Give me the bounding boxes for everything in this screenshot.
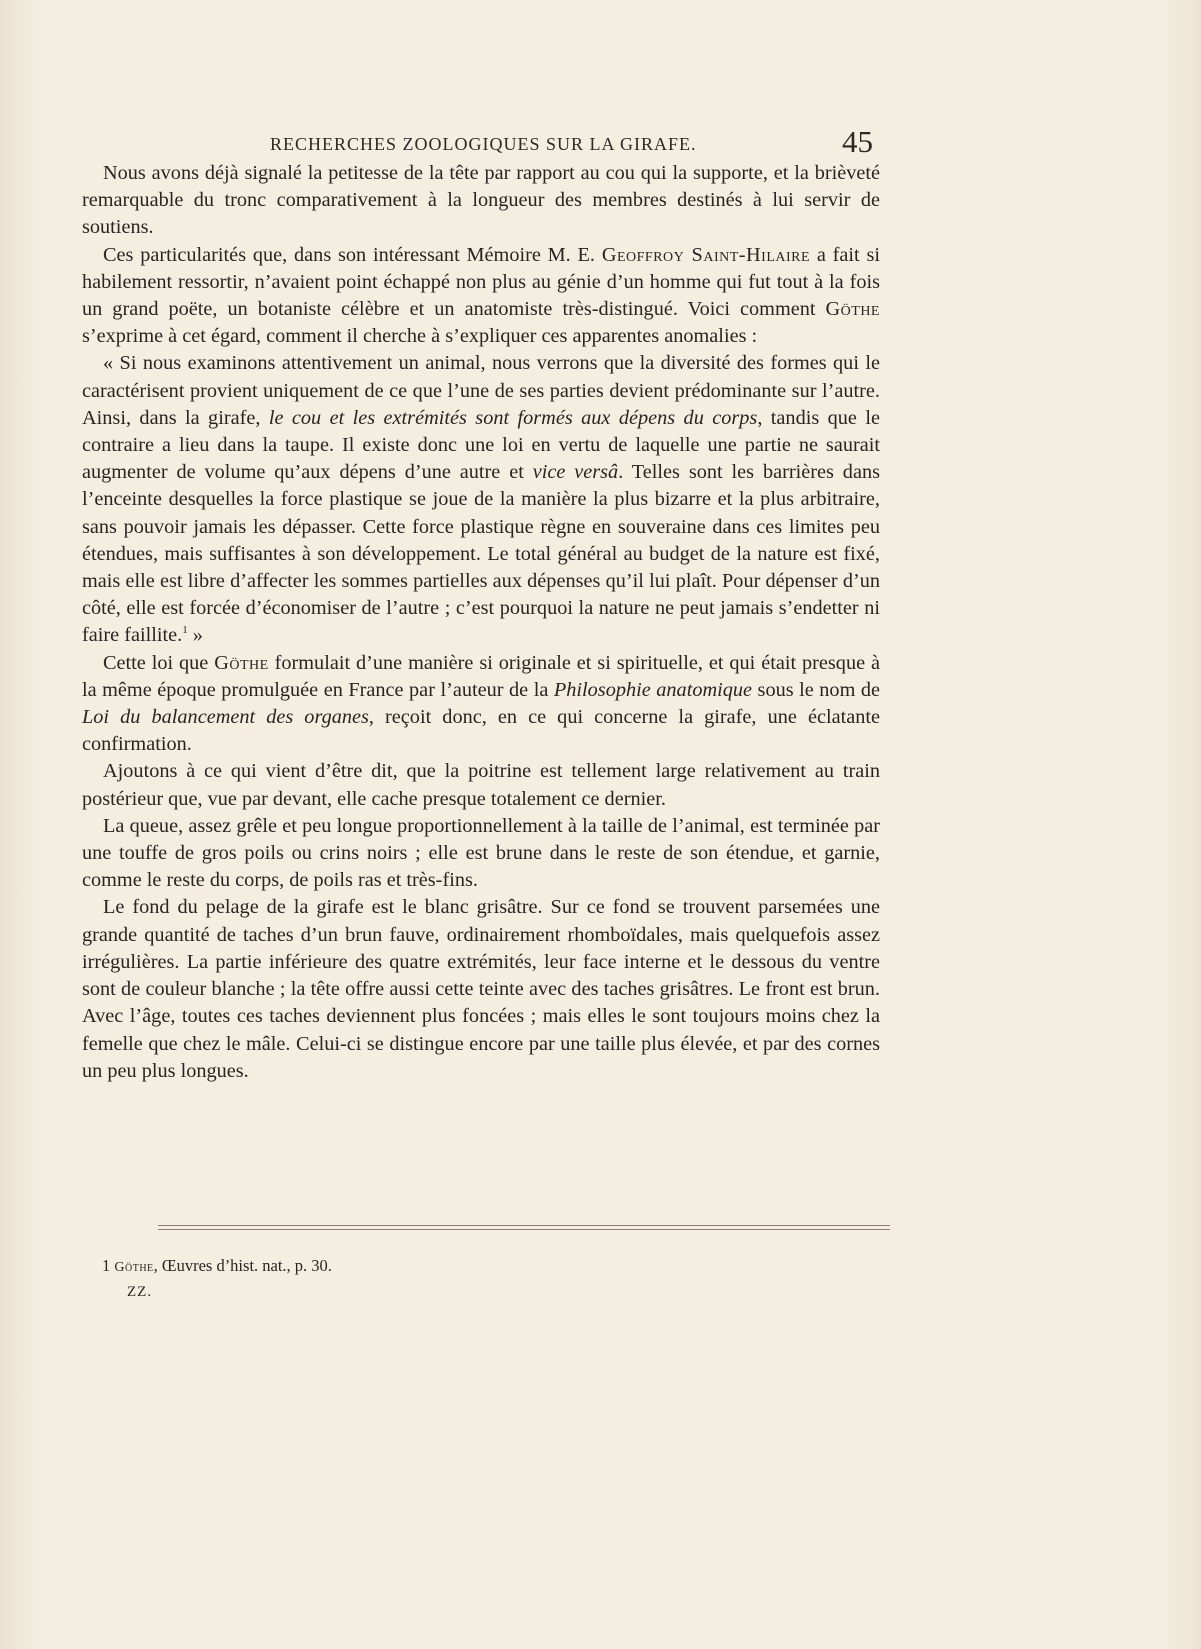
paragraph-4-text-b: formulait d’une manière si originale et si spirituelle, et qui était presque à la même époque promulguée en France par l’auteur de la — [82, 651, 880, 701]
paragraph-4-text-c: sous le nom de — [752, 678, 880, 701]
footnote-divider — [158, 1225, 890, 1230]
paragraph-6 — [82, 813, 880, 895]
footnote-author: Göthe — [114, 1260, 154, 1275]
paragraph-5 — [82, 758, 880, 812]
paragraph-2-text-b: a fait si habilement ressortir, n’avaient point échappé non plus au génie d’un homme qui fut tout à la fois un grand poëte, un botaniste célèbre et un anatomiste très-distingué. Voici comment — [82, 243, 880, 321]
paragraph-4-text-d: , reçoit donc, en ce qui concerne la girafe, une éclatante confirmation. — [82, 706, 880, 756]
paragraph-7 — [82, 894, 880, 1084]
page-header — [82, 124, 902, 164]
paragraph-3-quote — [82, 350, 880, 649]
paragraph-2 — [82, 242, 880, 351]
quote-italic-2: vice versâ — [532, 461, 619, 484]
paragraph-2-text-c: s’exprime à cet égard, comment il cherche à s’expliquer ces apparentes anomalies : — [82, 325, 758, 348]
quote-text-c: . Telles sont les barrières dans l’enceinte desquelles la force plastique se joue de la manière la plus bizarre et la plus arbitraire, sans pouvoir jamais les dépasser. Cette force plastique règne en souveraine dans ces limites peu étendues, mais suffisantes à son développement. Le total général au budget de la nature est fixé, mais elle est libre d’affecter les sommes partielles aux dépenses qu’il lui plaît. Pour dépenser d’un côté, elle est forcée d’économiser de l’autre ; c’est pourquoi la nature ne peut jamais s’endetter ni faire faillite. — [82, 461, 880, 647]
body-text — [82, 160, 880, 1085]
footnote-text: , Œuvres d’hist. nat., p. 30. — [153, 1256, 332, 1275]
author-name-gothe-2: Göthe — [214, 651, 269, 674]
quote-text-b: , tandis que le contraire a lieu dans la taupe. Il existe donc une loi en vertu de laquelle une partie ne saurait augmenter de volume qu’aux dépens d’une autre et — [82, 406, 880, 484]
paragraph-4-text-a: Cette loi que — [103, 651, 215, 674]
author-name-geoffroy: Geoffroy Saint-Hilaire — [601, 243, 811, 266]
footnote-number: 1 — [102, 1256, 111, 1275]
paragraph-1 — [82, 160, 880, 242]
paragraph-7-text: Le fond du pelage de la girafe est le blanc grisâtre. Sur ce fond se trouvent parsemées une grande quantité de taches d’un brun fauve, ordinairement rhomboïdales, mais quelquefois assez irrégulières. La partie inférieure des quatre extrémités, leur face interne et le dessous du ventre sont de couleur blanche ; la tête offre aussi cette teinte avec des taches grisâtres. Le front est brun. Avec l’âge, toutes ces taches deviennent plus foncées ; mais elles le sont toujours moins chez la femelle que chez le mâle. Celui-ci se distingue encore par une taille plus élevée, et par des cornes un peu plus longues. — [82, 896, 880, 1082]
page-number: 45 — [842, 124, 873, 159]
paragraph-6-text: La queue, assez grêle et peu longue proportionnellement à la taille de l’animal, est terminée par une touffe de gros poils ou crins noirs ; elle est brune dans le reste de son étendue, et garnie, comme le reste du corps, de poils ras et très-fins. — [82, 814, 880, 892]
book-title-italic: Philosophie anatomique — [553, 678, 753, 701]
footnote — [102, 1255, 802, 1279]
footnote-marker: 1 — [182, 624, 188, 637]
law-name-italic: Loi du balancement des organes — [82, 706, 369, 729]
quote-text-a: « Si nous examinons attentivement un animal, nous verrons que la diversité des formes qui le caractérisent provient uniquement de ce que l’une de ses parties devient prédominante sur l’autre. Ainsi, dans la girafe, — [82, 352, 880, 429]
running-title: RECHERCHES ZOOLOGIQUES SUR LA GIRAFE. — [270, 134, 697, 154]
paragraph-4 — [82, 650, 880, 759]
paragraph-5-text: Ajoutons à ce qui vient d’être dit, que la poitrine est tellement large relativement au train postérieur que, vue par devant, elle cache presque totalement ce dernier. — [82, 760, 880, 810]
paragraph-2-text-a: Ces particularités que, dans son intéressant Mémoire M. E. — [103, 243, 602, 266]
paragraph-1-text: Nous avons déjà signalé la petitesse de la tête par rapport au cou qui la supporte, et la brièveté remarquable du tronc comparativement à la longueur des membres destinés à lui servir de soutiens. — [82, 162, 880, 239]
quote-close: » — [187, 624, 203, 647]
author-name-gothe: Göthe — [825, 298, 880, 321]
quote-italic-1: le cou et les extrémités sont formés aux dépens du corps — [268, 406, 758, 429]
signature-mark: ZZ. — [127, 1284, 153, 1300]
